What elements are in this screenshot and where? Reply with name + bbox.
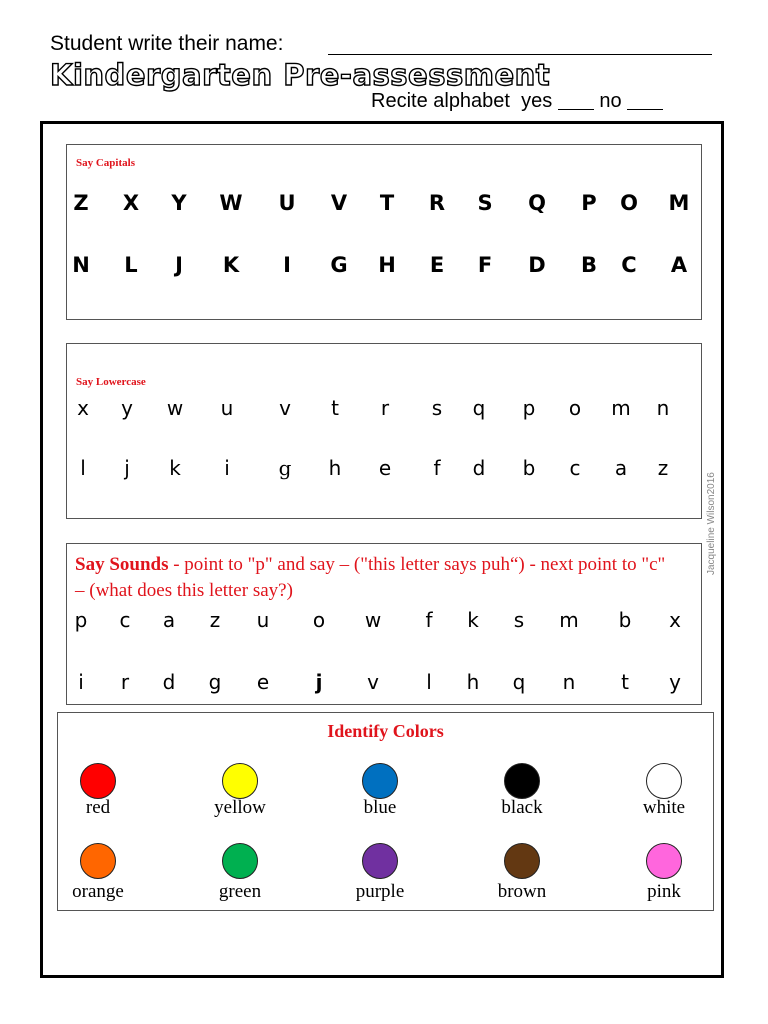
sounds-letter: w	[364, 608, 382, 632]
sounds-letter: g	[208, 670, 222, 694]
sounds-letter: f	[425, 608, 433, 632]
lowercase-box	[66, 343, 702, 519]
lowercase-label: Say Lowercase	[76, 376, 146, 388]
color-swatch-blue	[362, 763, 398, 799]
capitals-box	[66, 144, 702, 320]
lowercase-letter: i	[224, 456, 230, 480]
lowercase-letter: w	[166, 396, 184, 420]
colors-box	[57, 712, 714, 911]
name-prompt: Student write their name:	[50, 32, 284, 55]
sounds-letter: o	[312, 608, 326, 632]
color-label-pink: pink	[647, 881, 681, 902]
colors-title: Identify Colors	[327, 721, 444, 741]
sounds-letter: r	[120, 670, 130, 694]
capitals-letter: S	[477, 191, 493, 215]
color-swatch-brown	[504, 843, 540, 879]
sounds-instructions	[75, 552, 675, 604]
sounds-letter: q	[512, 670, 526, 694]
lowercase-letter: g	[278, 456, 292, 480]
color-label-green: green	[218, 881, 262, 902]
lowercase-letter: k	[169, 456, 181, 480]
color-label-orange: orange	[72, 881, 124, 902]
color-label-red: red	[85, 797, 111, 818]
capitals-letter: Y	[171, 191, 187, 215]
page-title: Kindergarten Pre-assessment	[50, 58, 551, 92]
sounds-instruction-text: - point to "p" and say – ("this letter says puh“) - next point to "c" – (what does this letter say?)	[75, 554, 666, 601]
capitals-letter: F	[477, 253, 493, 277]
sounds-letter: m	[559, 608, 579, 632]
color-label-black: black	[501, 797, 543, 818]
capitals-letter: K	[222, 253, 240, 277]
capitals-letter: L	[124, 253, 138, 277]
lowercase-letter: z	[657, 456, 669, 480]
sounds-box	[66, 543, 702, 705]
lowercase-letter: o	[568, 396, 582, 420]
capitals-letter: C	[621, 253, 637, 277]
sounds-letter: y	[669, 670, 681, 694]
lowercase-letter: e	[378, 456, 392, 480]
sounds-label: Say Sounds	[75, 554, 169, 575]
lowercase-letter: p	[522, 396, 536, 420]
sounds-letter: e	[256, 670, 270, 694]
capitals-letter: U	[278, 191, 296, 215]
lowercase-letter: f	[433, 456, 441, 480]
capitals-letter: G	[330, 253, 348, 277]
color-label-brown: brown	[497, 881, 547, 902]
capitals-letter: R	[428, 191, 446, 215]
sounds-letter: i	[78, 670, 84, 694]
sounds-letter: x	[669, 608, 681, 632]
color-label-purple: purple	[355, 881, 405, 902]
sounds-letter: z	[209, 608, 221, 632]
sounds-letter: s	[513, 608, 525, 632]
lowercase-letter: v	[279, 396, 291, 420]
color-swatch-black	[504, 763, 540, 799]
sounds-letter: t	[621, 670, 629, 694]
sounds-letter: b	[618, 608, 632, 632]
capitals-letter: N	[72, 253, 90, 277]
lowercase-letter: y	[121, 396, 133, 420]
sounds-letter: u	[256, 608, 270, 632]
sounds-letter: k	[467, 608, 479, 632]
copyright-watermark: Jacqueline Wilson2016	[706, 472, 717, 575]
color-swatch-yellow	[222, 763, 258, 799]
lowercase-letter: q	[472, 396, 486, 420]
capitals-letter: E	[429, 253, 445, 277]
capitals-letter: X	[122, 191, 140, 215]
name-line[interactable]	[328, 54, 712, 55]
color-swatch-pink	[646, 843, 682, 879]
capitals-letter: J	[175, 253, 183, 277]
recite-alphabet-line	[371, 90, 663, 113]
capitals-letter: O	[620, 191, 638, 215]
recite-label: Recite alphabet	[371, 90, 510, 112]
color-label-blue: blue	[363, 797, 397, 818]
color-swatch-purple	[362, 843, 398, 879]
color-label-yellow: yellow	[214, 797, 266, 818]
color-swatch-white	[646, 763, 682, 799]
capitals-label: Say Capitals	[76, 157, 135, 169]
lowercase-letter: x	[77, 396, 89, 420]
capitals-row-1	[67, 191, 701, 221]
capitals-letter: M	[668, 191, 690, 215]
sounds-letter: n	[562, 670, 576, 694]
capitals-letter: P	[581, 191, 597, 215]
no-blank[interactable]	[627, 91, 663, 110]
sounds-row-1	[67, 608, 701, 638]
sounds-letter: j	[315, 670, 323, 694]
lowercase-letter: l	[80, 456, 86, 480]
sounds-row-2	[67, 670, 701, 700]
capitals-letter: Q	[528, 191, 546, 215]
sounds-letter: h	[466, 670, 480, 694]
no-label: no	[599, 90, 622, 112]
lowercase-row-1	[67, 396, 701, 426]
capitals-row-2	[67, 253, 701, 283]
sounds-letter: p	[74, 608, 88, 632]
lowercase-letter: a	[614, 456, 628, 480]
yes-blank[interactable]	[558, 91, 594, 110]
capitals-letter: T	[379, 191, 395, 215]
lowercase-letter: u	[220, 396, 234, 420]
capitals-letter: I	[283, 253, 291, 277]
capitals-letter: A	[670, 253, 688, 277]
sounds-letter: d	[162, 670, 176, 694]
color-label-white: white	[642, 797, 686, 818]
lowercase-row-2	[67, 456, 701, 486]
lowercase-letter: c	[569, 456, 581, 480]
sounds-letter: l	[426, 670, 432, 694]
capitals-letter: H	[378, 253, 396, 277]
lowercase-letter: s	[431, 396, 443, 420]
lowercase-letter: t	[331, 396, 339, 420]
lowercase-letter: b	[522, 456, 536, 480]
capitals-letter: W	[219, 191, 243, 215]
yes-label: yes	[521, 90, 553, 112]
lowercase-letter: j	[124, 456, 130, 480]
color-swatch-green	[222, 843, 258, 879]
lowercase-letter: m	[611, 396, 631, 420]
capitals-letter: B	[580, 253, 598, 277]
sounds-letter: c	[119, 608, 131, 632]
capitals-letter: Z	[73, 191, 89, 215]
color-swatch-red	[80, 763, 116, 799]
sounds-letter: v	[367, 670, 379, 694]
capitals-letter: V	[330, 191, 348, 215]
lowercase-letter: r	[380, 396, 390, 420]
lowercase-letter: d	[472, 456, 486, 480]
lowercase-letter: n	[656, 396, 670, 420]
color-swatch-orange	[80, 843, 116, 879]
sounds-letter: a	[162, 608, 176, 632]
lowercase-letter: h	[328, 456, 342, 480]
capitals-letter: D	[528, 253, 546, 277]
